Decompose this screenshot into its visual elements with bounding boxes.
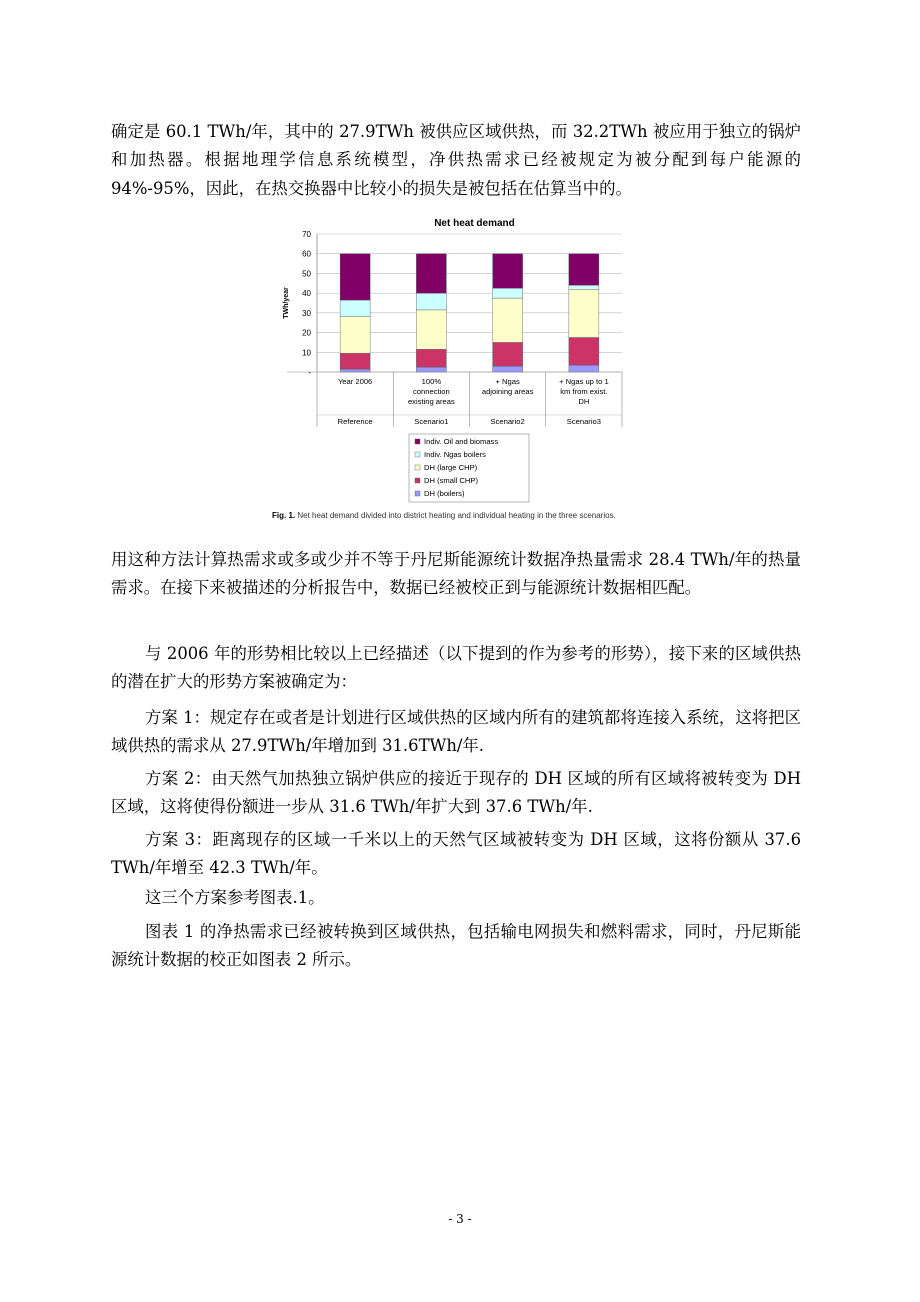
y-tick-label: 40 bbox=[302, 289, 311, 299]
y-tick-label: 10 bbox=[302, 348, 311, 358]
bar-segment bbox=[416, 367, 446, 372]
legend-swatch bbox=[415, 478, 420, 483]
bar-segment bbox=[416, 254, 446, 293]
y-axis-label: TWh/year bbox=[283, 287, 290, 319]
paragraph-scenario-2: 方案 2：由天然气加热独立锅炉供应的接近于现存的 DH 区域的所有区域将被转变为 DH 区域，这将使得份额进一步从 31.6 TWh/年扩大到 37.6 TWh/年. bbox=[111, 769, 801, 817]
bar-segment bbox=[493, 298, 523, 342]
bar-segment bbox=[569, 338, 599, 366]
chart-title: Net heat demand bbox=[434, 218, 515, 229]
paragraph-scenario-3: 方案 3：距离现存的区域一千米以上的天然气区域被转变为 DH 区域，这将份额从 37.6 TWh/年增至 42.3 TWh/年。 bbox=[111, 830, 801, 878]
bar-segment bbox=[340, 353, 370, 369]
figure-caption-label: Fig. 1. bbox=[272, 511, 296, 520]
figure-caption-text: Net heat demand divided into district heating and individual heating in the three scenarios. bbox=[297, 511, 616, 520]
y-tick-label: 70 bbox=[302, 230, 311, 239]
x-tick-label: existing areas bbox=[407, 397, 455, 406]
x-tick-label: km from exist. bbox=[560, 387, 608, 396]
paragraph-1: 确定是 60.1 TWh/年，其中的 27.9TWh 被供应区域供热，而 32.2TWh 被应用于独立的锅炉和加热器。根据地理学信息系统模型，净供热需求已经被规定为被分配到每户能源的 94%-95%，因此，在热交换器中比较小的损失是被包括在估算当中的。 bbox=[111, 122, 801, 198]
x-tick-label: Year 2006 bbox=[337, 377, 373, 386]
x-tick-label: DH bbox=[578, 397, 590, 406]
bar-segment bbox=[493, 366, 523, 372]
group-label: Scenario1 bbox=[414, 417, 449, 426]
bar-segment bbox=[569, 254, 599, 286]
legend-swatch bbox=[415, 439, 420, 444]
figure-caption bbox=[272, 511, 640, 521]
figure-1 bbox=[272, 212, 640, 538]
legend-label: Indiv. Oil and biomass bbox=[424, 437, 499, 446]
bar-segment bbox=[416, 293, 446, 310]
group-label: Scenario2 bbox=[490, 417, 525, 426]
bar-segment bbox=[493, 342, 523, 366]
y-tick-label: 30 bbox=[302, 308, 311, 318]
page-number: - 3 - bbox=[448, 1212, 472, 1226]
bar-segment bbox=[493, 288, 523, 298]
legend-label: Indiv. Ngas boilers bbox=[424, 450, 486, 459]
bar-segment bbox=[416, 310, 446, 349]
y-tick-label: 20 bbox=[302, 328, 311, 338]
paragraph-3: 与 2006 年的形势相比较以上已经描述（以下提到的作为参考的形势），接下来的区域供热的潜在扩大的形势方案被确定为： bbox=[111, 644, 801, 692]
legend-swatch bbox=[415, 465, 420, 470]
group-label: Reference bbox=[337, 417, 373, 426]
legend-label: DH (large CHP) bbox=[424, 463, 478, 472]
bar-segment bbox=[569, 285, 599, 289]
bar-segment bbox=[340, 300, 370, 317]
bar-segment bbox=[340, 317, 370, 353]
x-tick-label: connection bbox=[413, 387, 450, 396]
legend-swatch bbox=[415, 452, 420, 457]
x-tick-label: + Ngas up to 1 bbox=[559, 377, 609, 386]
bar-segment bbox=[493, 254, 523, 289]
paragraph-5: 图表 1 的净热需求已经被转换到区域供热，包括输电网损失和燃料需求，同时，丹尼斯能源统计数据的校正如图表 2 所示。 bbox=[111, 922, 801, 970]
legend-label: DH (boilers) bbox=[424, 489, 465, 498]
paragraph-2: 用这种方法计算热需求或多或少并不等于丹尼斯能源统计数据净热量需求 28.4 TWh/年的热量需求。在接下来被描述的分析报告中，数据已经被校正到与能源统计数据相匹配。 bbox=[111, 550, 801, 598]
legend-swatch bbox=[415, 491, 420, 496]
x-tick-label: + Ngas bbox=[495, 377, 520, 386]
paragraph-4: 这三个方案参考图表.1。 bbox=[145, 888, 325, 907]
bar-segment bbox=[569, 289, 599, 337]
net-heat-demand-chart bbox=[272, 212, 640, 508]
bar-segment bbox=[569, 365, 599, 372]
bar-segment bbox=[416, 349, 446, 367]
y-tick-label: 50 bbox=[302, 269, 311, 279]
legend-label: DH (small CHP) bbox=[424, 476, 478, 485]
x-tick-label: 100% bbox=[421, 377, 442, 386]
paragraph-scenario-1: 方案 1：规定存在或者是计划进行区域供热的区域内所有的建筑都将连接入系统，这将把区域供热的需求从 27.9TWh/年增加到 31.6TWh/年. bbox=[111, 708, 801, 756]
bar-segment bbox=[340, 369, 370, 372]
y-tick-label: 60 bbox=[302, 249, 311, 259]
group-label: Scenario3 bbox=[566, 417, 601, 426]
y-tick-label: - bbox=[308, 368, 311, 377]
x-tick-label: adjoining areas bbox=[481, 387, 534, 396]
bar-segment bbox=[340, 254, 370, 300]
